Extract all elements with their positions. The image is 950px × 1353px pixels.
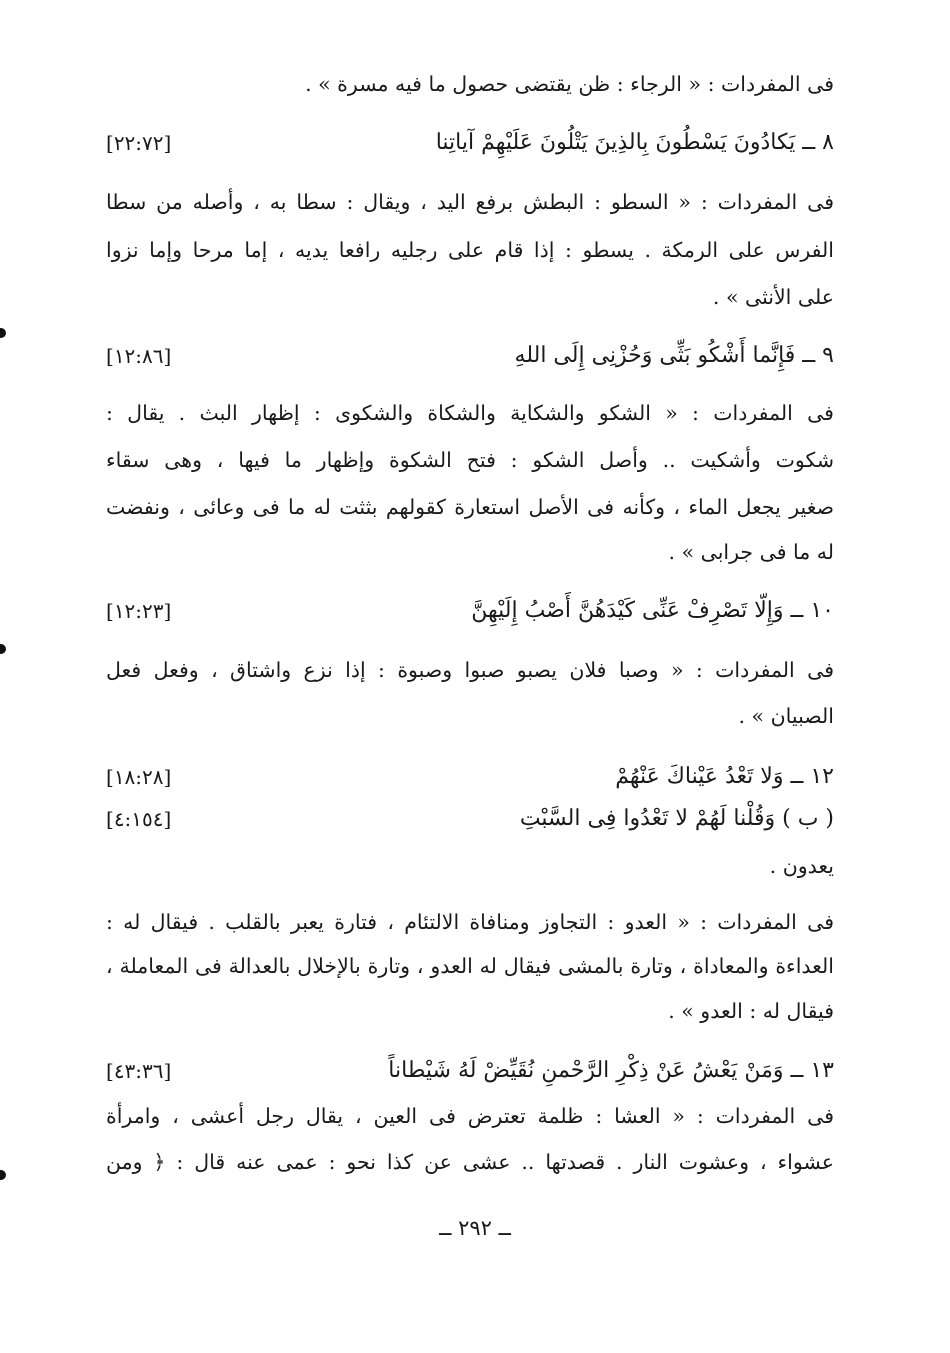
verse-text: ٩ ــ فَإِنَّما أَشْكُو بَثِّى وَحُزْنِى إِلَى اللهِ [514,343,834,368]
paragraph-line: على الأنثى » . [712,285,834,309]
paragraph-line: شكوت وأشكيت .. وأصل الشكو : فتح الشكوة وإظهار ما فيها ، وهى سقاء [106,448,834,472]
paragraph-line: فى المفردات : « وصبا فلان يصبو صبوا وصبوة : إذا نزع واشتاق ، وفعل فعل [106,658,834,682]
paragraph-line: الصبيان » . [738,704,834,728]
verse-text: ١٢ ــ وَلا تَعْدُ عَيْناكَ عَنْهُمْ [615,764,834,789]
paragraph-line: فى المفردات : « العشا : ظلمة تعترض فى العين ، يقال رجل أعشى ، وامرأة [106,1104,834,1128]
verse-text: ١٠ ــ وَإِلّا تَصْرِفْ عَنِّى كَيْدَهُنَّ أَصْبُ إِلَيْهِنَّ [471,598,834,623]
paragraph-line: فيقال له : العدو » . [668,999,834,1023]
verse-reference: [٢٢:٧٢] [106,131,172,155]
verse-reference: [٤٣:٣٦] [106,1059,172,1083]
paragraph-line: صغير يجعل الماء ، وكأنه فى الأصل استعارة كقولهم بثثت له ما فى وعائى ، ونفضت [106,495,834,519]
paragraph-line: فى المفردات : « السطو : البطش برفع اليد ، ويقال : سطا به ، وأصله من سطا [106,190,834,214]
paragraph-line: عشواء ، وعشوت النار . قصدتها .. عشى عن كذا نحو : عمى عنه قال : ﴿ ومن [106,1150,834,1174]
verse-reference: [١٨:٢٨] [106,765,172,789]
paragraph-line: له ما فى جرابى » . [668,540,834,564]
verse-text: ١٣ ــ وَمَنْ يَعْشُ عَنْ ذِكْرِ الرَّحْمنِ نُقَيِّضْ لَهُ شَيْطاناً [388,1058,834,1083]
verse-text: ٨ ــ يَكادُونَ يَسْطُونَ بِالذِينَ يَتْلُونَ عَلَيْهِمْ آياتِنا [435,130,834,155]
margin-mark [0,328,6,338]
paragraph-line: العداءة والمعاداة ، وتارة بالمشى فيقال له العدو ، وتارة بالإخلال بالعدالة فى المعاملة ، [106,954,834,978]
paragraph-line: فى المفردات : « الشكو والشكاية والشكاة والشكوى : إظهار البث . يقال : [106,401,834,425]
verse-text: ( ب ) وَقُلْنا لَهُمْ لا تَعْدُوا فِى السَّبْتِ [519,806,834,831]
intro-line: فى المفردات : « الرجاء : ظن يقتضى حصول ما فيه مسرة » . [305,72,834,96]
verse-reference: [١٢:٢٣] [106,599,172,623]
margin-mark [0,644,6,654]
page-number: ــ ٢٩٢ ــ [439,1216,511,1240]
verse-reference: [٤:١٥٤] [106,807,172,831]
paragraph-line: يعدون . [769,854,834,878]
margin-mark [0,1170,6,1180]
verse-reference: [١٢:٨٦] [106,344,172,368]
paragraph-line: فى المفردات : « العدو : التجاوز ومنافاة الالتئام ، فتارة يعبر بالقلب . فيقال له : [106,910,834,934]
paragraph-line: الفرس على الرمكة . يسطو : إذا قام على رجليه رافعا يديه ، إما مرحا وإما نزوا [106,238,834,262]
